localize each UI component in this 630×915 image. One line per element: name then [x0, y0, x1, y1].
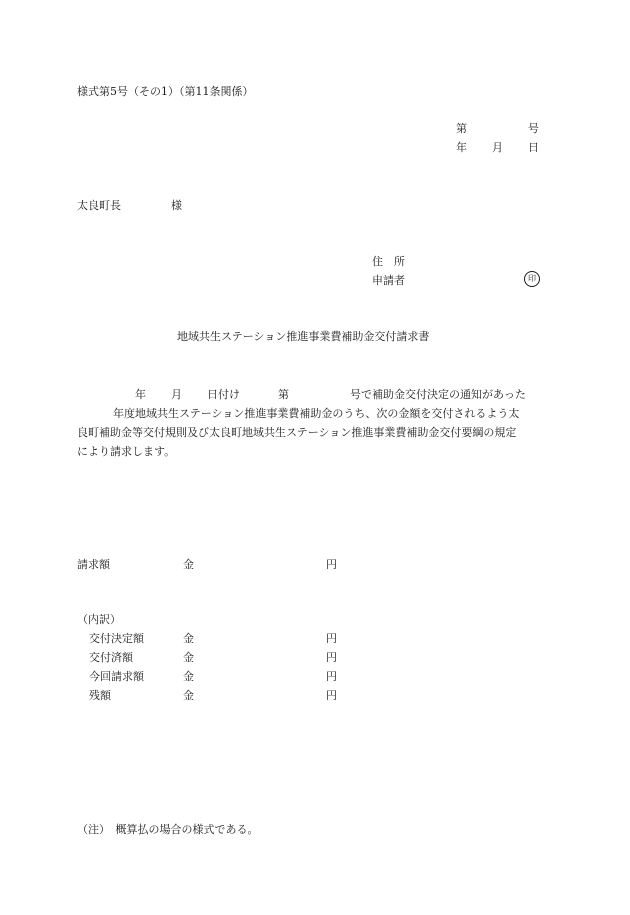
- footnote: （注） 概算払の場合の様式である。: [77, 823, 259, 836]
- body-month: 月: [171, 388, 182, 401]
- body-year: 年: [135, 388, 146, 401]
- date-year: 年: [456, 141, 467, 154]
- request-amount-yen: 円: [326, 558, 337, 571]
- request-amount-label: 請求額: [77, 558, 110, 571]
- applicant-label: 申請者: [372, 274, 405, 287]
- document-number-prefix: 第: [456, 122, 467, 135]
- breakdown-row-yen: 円: [326, 632, 337, 645]
- body-number-prefix: 第: [278, 388, 289, 401]
- breakdown-row-label: 交付済額: [89, 651, 133, 664]
- form-identifier: 様式第5号（その1）（第11条関係）: [77, 85, 254, 98]
- breakdown-row-yen: 円: [326, 670, 337, 683]
- breakdown-row-label: 今回請求額: [89, 670, 144, 683]
- body-line4: により請求します。: [77, 445, 176, 458]
- breakdown-row-yen: 円: [326, 689, 337, 702]
- date-day: 日: [528, 141, 539, 154]
- breakdown-row-label: 交付決定額: [89, 632, 144, 645]
- breakdown-row-kin: 金: [183, 689, 194, 702]
- document-number-suffix: 号: [528, 122, 539, 135]
- address-label: 住 所: [372, 255, 405, 268]
- addressee-honorific: 様: [171, 199, 182, 212]
- breakdown-row-label: 残額: [89, 689, 111, 702]
- breakdown-row-kin: 金: [183, 632, 194, 645]
- document-title: 地域共生ステーション推進事業費補助金交付請求書: [177, 330, 430, 343]
- breakdown-row-kin: 金: [183, 670, 194, 683]
- seal-mark: 印: [524, 271, 540, 287]
- addressee-name: 太良町長: [77, 199, 121, 212]
- breakdown-row-yen: 円: [326, 651, 337, 664]
- breakdown-heading: （内訳）: [77, 613, 121, 626]
- body-date-suffix: 日付け: [207, 388, 240, 401]
- body-line2: 年度地域共生ステーション推進事業費補助金のうち、次の金額を交付されるよう太: [113, 407, 520, 420]
- body-line1-rest: 号で補助金交付決定の通知があった: [350, 388, 526, 401]
- breakdown-row-kin: 金: [183, 651, 194, 664]
- body-line3: 良町補助金等交付規則及び太良町地域共生ステーション推進事業費補助金交付要綱の規定: [77, 426, 517, 439]
- date-month: 月: [492, 141, 503, 154]
- request-amount-kin: 金: [183, 558, 194, 571]
